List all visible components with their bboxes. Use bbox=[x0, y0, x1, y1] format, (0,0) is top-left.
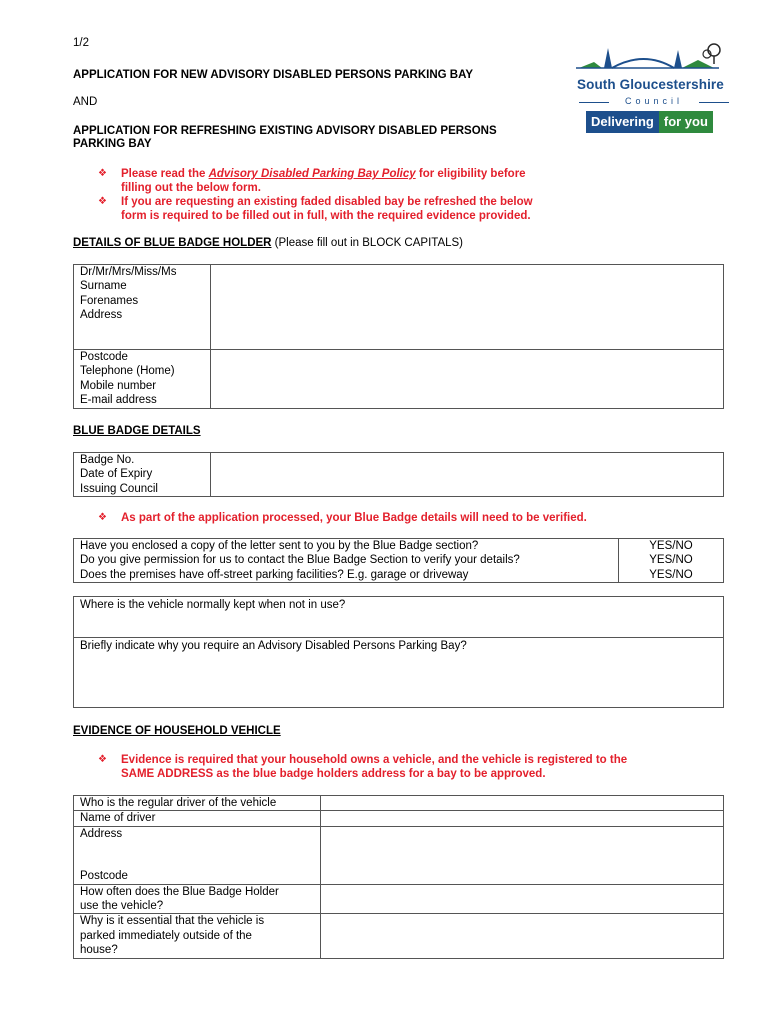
evidence-table bbox=[73, 795, 724, 959]
title-refresh-bay-line2: PARKING BAY bbox=[73, 138, 152, 150]
question-permission: Do you give permission for us to contact the Blue Badge Section to verify your details? bbox=[80, 554, 520, 567]
holder-heading-title: DETAILS OF BLUE BADGE HOLDER bbox=[73, 237, 272, 249]
logo-name: South Gloucestershire bbox=[577, 77, 724, 92]
page-number: 1/2 bbox=[73, 37, 89, 49]
field-surname-label: Surname bbox=[80, 280, 127, 293]
holder-input-top[interactable] bbox=[211, 265, 724, 350]
logo-tagline bbox=[586, 111, 713, 133]
note-verify bbox=[100, 511, 700, 525]
holder-input-bottom[interactable] bbox=[211, 350, 724, 409]
field-mobile-label: Mobile number bbox=[80, 379, 157, 392]
field-postcode-label: Postcode bbox=[80, 351, 128, 363]
driver-postcode-label: Postcode bbox=[80, 870, 128, 883]
use-frequency-label-line2: use the vehicle? bbox=[80, 900, 164, 913]
badge-no-label: Badge No. bbox=[80, 454, 135, 466]
badge-heading: BLUE BADGE DETAILS bbox=[73, 425, 201, 437]
answer-offstreet-yesno[interactable]: YES/NO bbox=[649, 568, 693, 581]
driver-name-label-cell bbox=[74, 811, 321, 826]
badge-input[interactable] bbox=[211, 453, 724, 497]
driver-address-label: Address bbox=[80, 827, 123, 840]
holder-table bbox=[73, 264, 724, 409]
evidence-heading: EVIDENCE OF HOUSEHOLD VEHICLE bbox=[73, 725, 281, 737]
title-refresh-bay-line1: APPLICATION FOR REFRESHING EXISTING ADVISORY DISABLED PERSONS bbox=[73, 125, 497, 137]
title-new-bay: APPLICATION FOR NEW ADVISORY DISABLED PERSONS PARKING BAY bbox=[73, 69, 473, 81]
issuing-council-label: Issuing Council bbox=[80, 482, 158, 495]
council-logo bbox=[574, 40, 734, 140]
bridge-trees-icon bbox=[574, 40, 734, 76]
logo-tagline-a: Delivering bbox=[586, 111, 659, 133]
diamond-bullet-icon: ❖ bbox=[98, 512, 107, 523]
badge-labels bbox=[74, 453, 211, 497]
essential-label-cell bbox=[74, 914, 321, 958]
holder-heading-note: (Please fill out in BLOCK CAPITALS) bbox=[271, 237, 464, 249]
use-frequency-label-cell bbox=[74, 884, 321, 914]
answer-permission-yesno[interactable]: YES/NO bbox=[649, 554, 693, 567]
driver-address-label-cell bbox=[74, 826, 321, 884]
note-evidence-line2: SAME ADDRESS as the blue badge holders address for a bay to be approved. bbox=[121, 768, 546, 780]
essential-label-line1: Why is it essential that the vehicle is bbox=[80, 915, 265, 928]
note-verify-text: As part of the application processed, your Blue Badge details will need to be verified. bbox=[121, 512, 587, 524]
holder-heading bbox=[73, 237, 463, 249]
question-letter: Have you enclosed a copy of the letter sent to you by the Blue Badge section? bbox=[80, 540, 479, 552]
field-address-label: Address bbox=[80, 309, 123, 322]
answer-letter-yesno[interactable]: YES/NO bbox=[649, 540, 693, 552]
vehicle-kept-box[interactable] bbox=[74, 597, 724, 638]
note-refresh-line2: form is required to be filled out in full, with the required evidence provided. bbox=[121, 210, 531, 222]
holder-labels-top bbox=[74, 265, 211, 350]
use-frequency-input[interactable] bbox=[321, 884, 724, 914]
note-policy-line2: filling out the below form. bbox=[121, 182, 261, 194]
driver-label-cell bbox=[74, 796, 321, 811]
diamond-bullet-icon: ❖ bbox=[98, 168, 107, 179]
why-bay-box[interactable] bbox=[74, 638, 724, 708]
field-title-label: Dr/Mr/Mrs/Miss/Ms bbox=[80, 266, 177, 278]
driver-name-input[interactable] bbox=[321, 811, 724, 826]
answers-cell bbox=[619, 539, 724, 583]
questions-table bbox=[73, 538, 724, 583]
note-policy-suffix: for eligibility before bbox=[415, 168, 526, 180]
note-evidence bbox=[100, 753, 720, 781]
use-frequency-label-line1: How often does the Blue Badge Holder bbox=[80, 885, 279, 898]
essential-label-line3: house? bbox=[80, 944, 118, 957]
logo-council: Council bbox=[574, 96, 734, 106]
note-evidence-line1: Evidence is required that your household owns a vehicle, and the vehicle is registered to the bbox=[121, 754, 628, 766]
driver-label: Who is the regular driver of the vehicle bbox=[80, 797, 277, 809]
why-bay-label: Briefly indicate why you require an Advisory Disabled Persons Parking Bay? bbox=[80, 640, 467, 652]
field-email-label: E-mail address bbox=[80, 394, 157, 407]
logo-tagline-b: for you bbox=[659, 111, 713, 133]
note-policy-prefix: Please read the bbox=[121, 168, 209, 180]
essential-label-line2: parked immediately outside of the bbox=[80, 929, 252, 942]
field-forenames-label: Forenames bbox=[80, 294, 139, 307]
diamond-bullet-icon: ❖ bbox=[98, 196, 107, 207]
questions-cell bbox=[74, 539, 619, 583]
driver-name-label: Name of driver bbox=[80, 812, 156, 825]
vehicle-kept-label: Where is the vehicle normally kept when not in use? bbox=[80, 599, 346, 611]
policy-link[interactable]: Advisory Disabled Parking Bay Policy bbox=[208, 168, 416, 180]
freetext-table bbox=[73, 596, 724, 708]
badge-table bbox=[73, 452, 724, 497]
holder-labels-bottom bbox=[74, 350, 211, 409]
note-refresh bbox=[100, 195, 610, 223]
driver-input[interactable] bbox=[321, 796, 724, 811]
question-offstreet: Does the premises have off-street parking facilities? E.g. garage or driveway bbox=[80, 568, 469, 581]
note-refresh-line1: If you are requesting an existing faded disabled bay be refreshed the below bbox=[121, 196, 533, 208]
note-policy bbox=[100, 167, 610, 195]
and-text: AND bbox=[73, 96, 98, 108]
essential-input[interactable] bbox=[321, 914, 724, 958]
driver-address-input[interactable] bbox=[321, 826, 724, 884]
diamond-bullet-icon: ❖ bbox=[98, 754, 107, 765]
expiry-label: Date of Expiry bbox=[80, 468, 153, 481]
field-telephone-label: Telephone (Home) bbox=[80, 365, 175, 378]
